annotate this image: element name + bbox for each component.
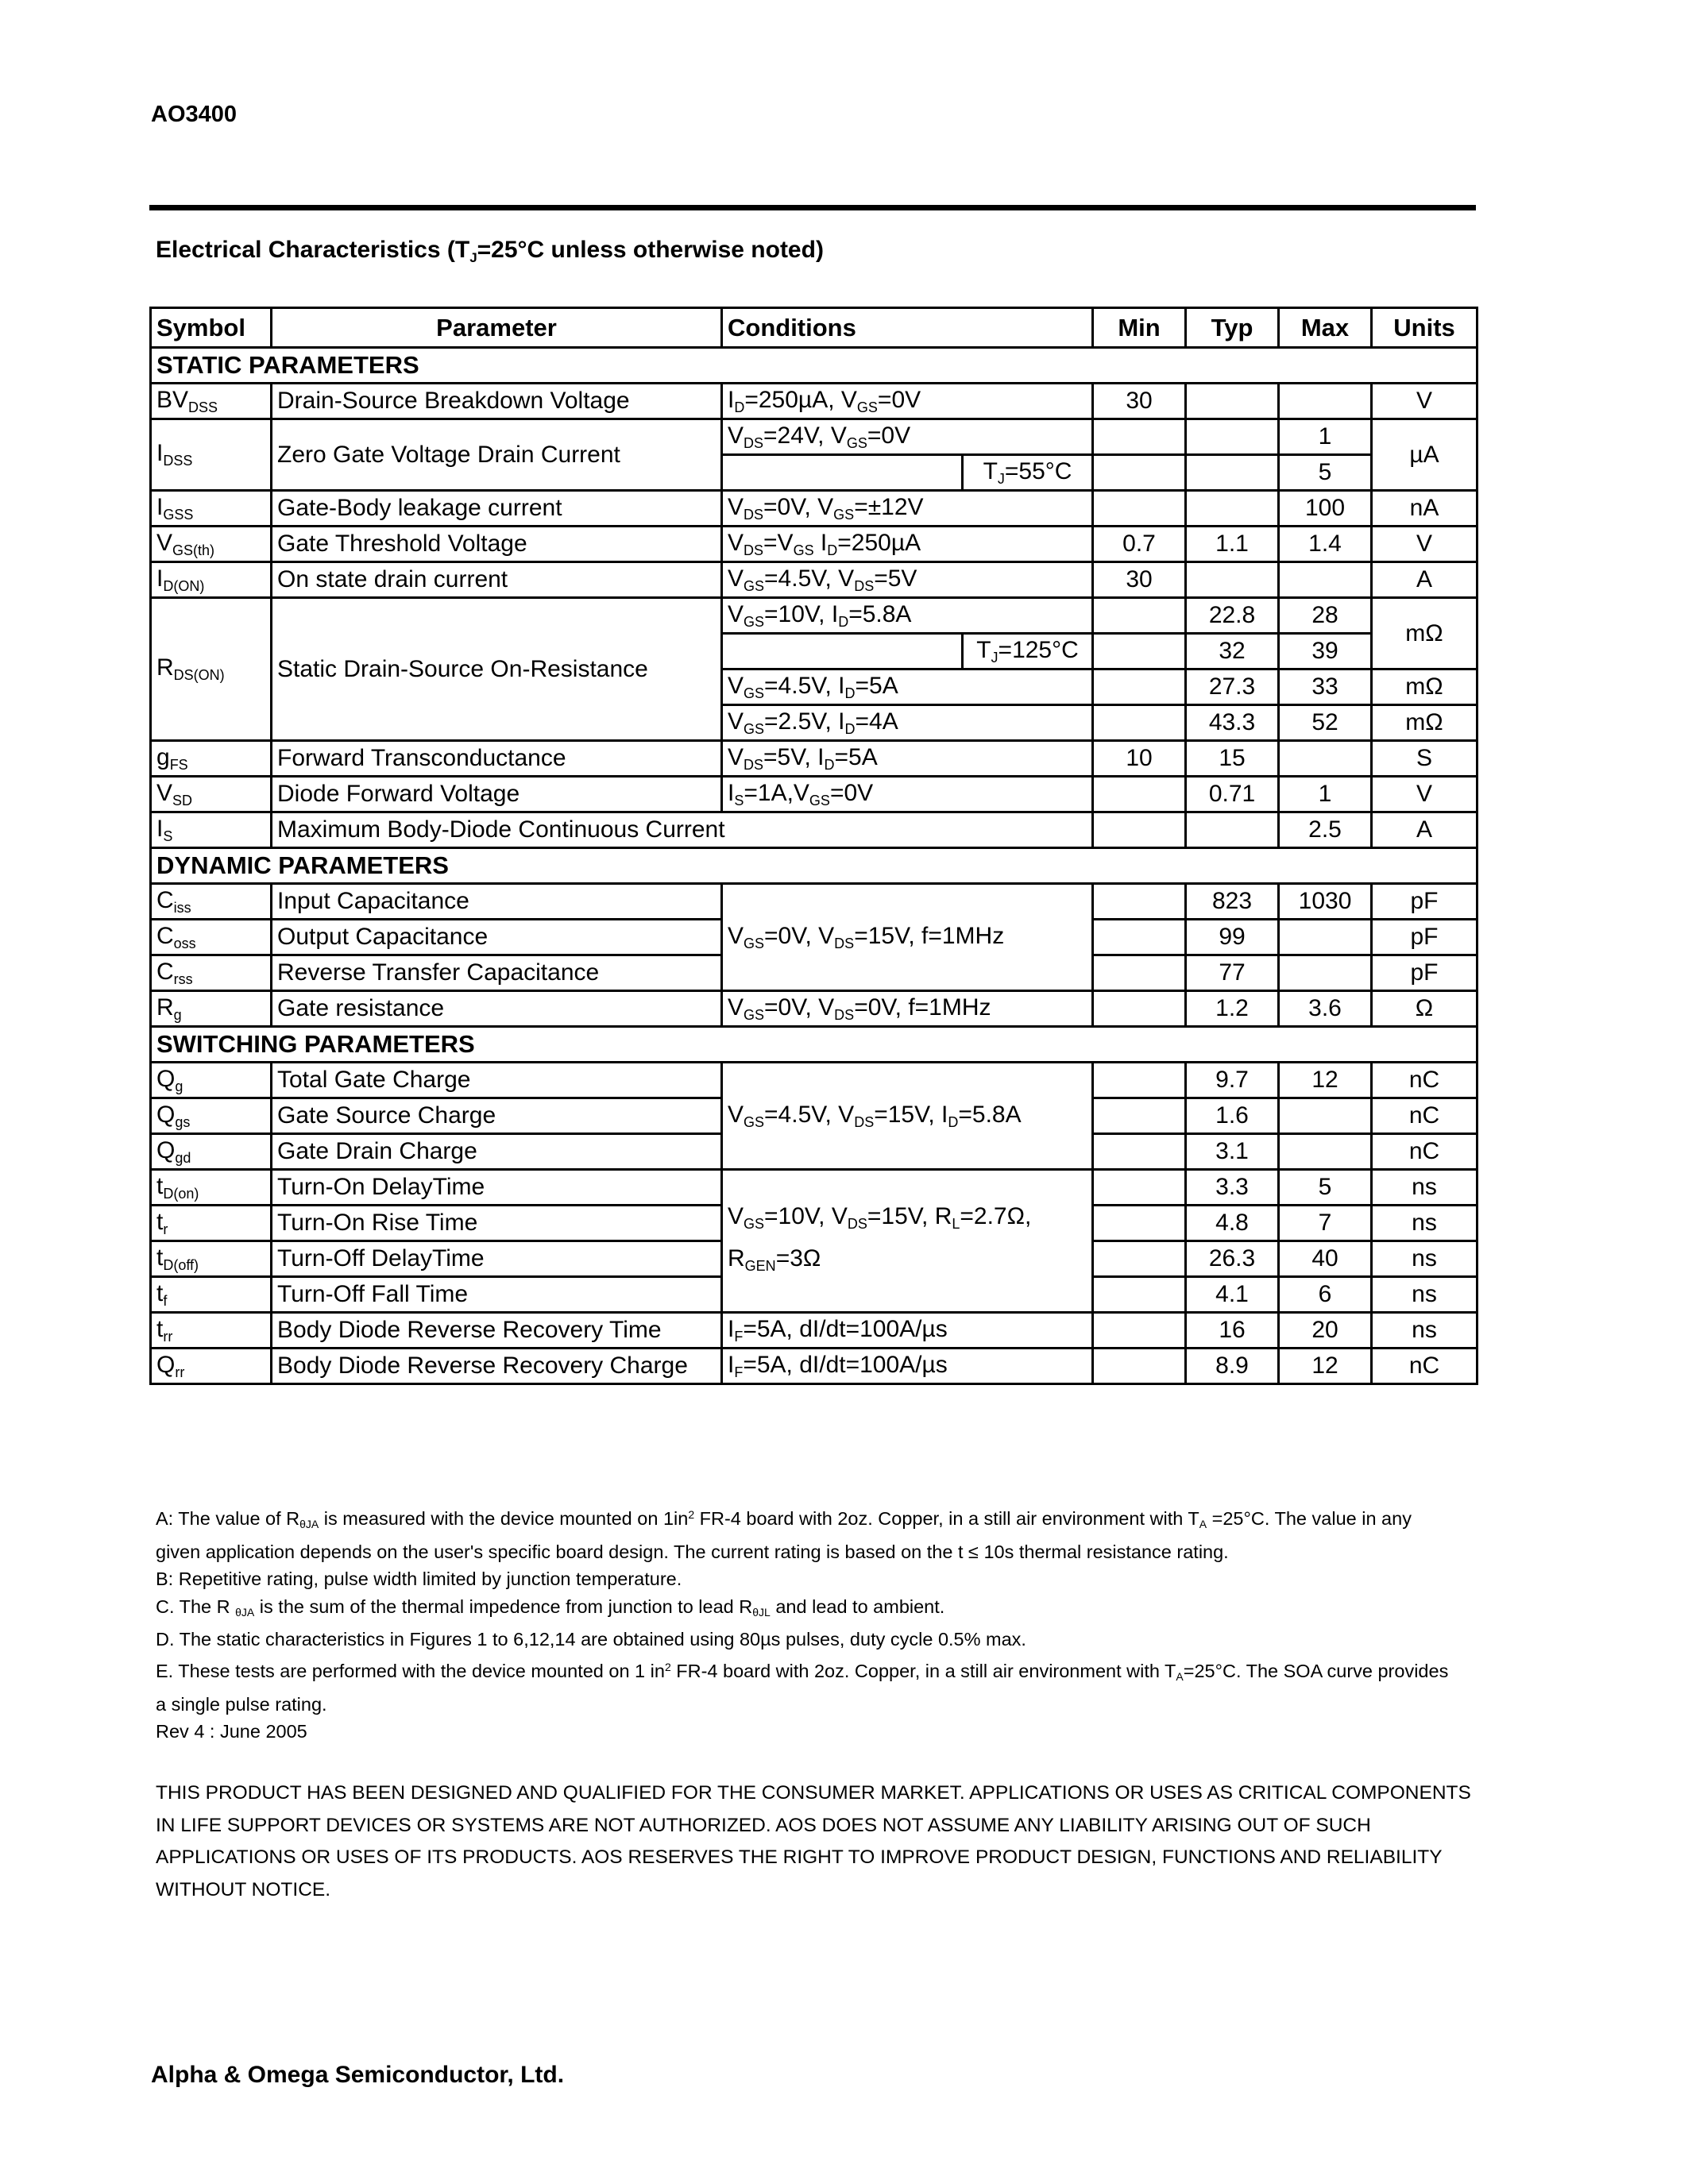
- table-row: [151, 419, 1477, 455]
- table-row: [151, 527, 1477, 562]
- symbol-cell: $I_{GSS}$: [151, 491, 272, 527]
- unit-cell: nC: [1372, 1349, 1477, 1384]
- col-parameter: Parameter: [272, 308, 722, 348]
- typ-cell: 99: [1186, 920, 1279, 955]
- header-row: [151, 308, 1477, 348]
- typ-cell: 9.7: [1186, 1063, 1279, 1098]
- min-cell: [1093, 812, 1186, 848]
- symbol-cell: $t_{D(on)}$: [151, 1170, 272, 1206]
- table-title: Electrical Characteristics ($T_J=25^\circ C$ unless otherwise noted): [156, 237, 824, 265]
- min-cell: [1093, 419, 1186, 455]
- typ-cell: 823: [1186, 884, 1279, 920]
- unit-cell: pF: [1372, 955, 1477, 991]
- unit-cell: V: [1372, 777, 1477, 812]
- unit-cell: mΩ: [1372, 705, 1477, 741]
- typ-cell: 4.8: [1186, 1206, 1279, 1241]
- max-cell: [1279, 741, 1372, 777]
- condition-cell: $V_{DS}=0V$, $V_{GS}=\pm 12V$: [722, 491, 1093, 527]
- min-cell: [1093, 1277, 1186, 1313]
- unit-cell: V: [1372, 527, 1477, 562]
- max-cell: 20: [1279, 1313, 1372, 1349]
- max-cell: [1279, 1134, 1372, 1170]
- parameter-cell: Static Drain-Source On-Resistance: [272, 598, 722, 741]
- symbol-cell: $Q_{rr}$: [151, 1349, 272, 1384]
- condition-cell: $V_{GS}=10V$, $I_D=5.8A$: [722, 598, 1093, 634]
- min-cell: [1093, 1098, 1186, 1134]
- symbol-cell: $C_{rss}$: [151, 955, 272, 991]
- note-d: D. The static characteristics in Figures 1 to 6,12,14 are obtained using 80µs pulses, duty cycle 0.5% max.: [156, 1629, 1026, 1650]
- min-cell: 0.7: [1093, 527, 1186, 562]
- section-switching: SWITCHING PARAMETERS: [151, 1027, 1477, 1063]
- note-a: A: The value of $R_{\theta JA}$ is measured with the device mounted on $1in^2$ FR-4 board with 2oz. Copper, in a still air environment with $T_A =25^\circ C$. The value in any given application depends on the user's specific board design. The current rating is based on the t ≤ 10s thermal resistance rating.: [156, 1508, 1412, 1562]
- parameter-cell: Reverse Transfer Capacitance: [272, 955, 722, 991]
- unit-cell: ns: [1372, 1170, 1477, 1206]
- note-e: E. These tests are performed with the device mounted on 1 $in^2$ FR-4 board with 2oz. Copper, in a still air environment with $T_A=25^\circ C$. The SOA curve provides a single pulse rating.: [156, 1660, 1449, 1715]
- max-cell: [1279, 955, 1372, 991]
- max-cell: 33: [1279, 669, 1372, 705]
- typ-cell: 1.1: [1186, 527, 1279, 562]
- condition-cell: $V_{GS}=0V$, $V_{DS}=0V$, f=1MHz: [722, 991, 1093, 1027]
- table-row: [151, 777, 1477, 812]
- company-name: Alpha & Omega Semiconductor, Ltd.: [151, 2062, 565, 2088]
- unit-cell: mΩ: [1372, 669, 1477, 705]
- min-cell: 30: [1093, 562, 1186, 598]
- parameter-cell: Gate Drain Charge: [272, 1134, 722, 1170]
- parameter-cell: Turn-On DelayTime: [272, 1170, 722, 1206]
- condition-spacer: [722, 634, 963, 669]
- typ-cell: 32: [1186, 634, 1279, 669]
- typ-cell: 4.1: [1186, 1277, 1279, 1313]
- typ-cell: 1.6: [1186, 1098, 1279, 1134]
- note-c: C. The R $_{\theta JA}$ is the sum of the thermal impedence from junction to lead $R_{\theta JL}$ and lead to ambient.: [156, 1596, 945, 1619]
- condition-cell: $I_S=1A,V_{GS}=0V$: [722, 777, 1093, 812]
- min-cell: [1093, 1206, 1186, 1241]
- max-cell: 2.5: [1279, 812, 1372, 848]
- table-row: [151, 1063, 1477, 1098]
- symbol-cell: $t_{rr}$: [151, 1313, 272, 1349]
- unit-cell: ns: [1372, 1313, 1477, 1349]
- unit-cell: mΩ: [1372, 598, 1477, 669]
- min-cell: [1093, 669, 1186, 705]
- symbol-cell: $BV_{DSS}$: [151, 384, 272, 419]
- unit-cell: nC: [1372, 1098, 1477, 1134]
- parameter-cell: Gate-Body leakage current: [272, 491, 722, 527]
- typ-cell: 77: [1186, 955, 1279, 991]
- condition-cell: $V_{GS}=4.5V$, $I_D=5A$: [722, 669, 1093, 705]
- parameter-cell: Body Diode Reverse Recovery Time: [272, 1313, 722, 1349]
- symbol-cell: $I_{DSS}$: [151, 419, 272, 491]
- condition-cell: $T_J=125^\circ C$: [963, 634, 1093, 669]
- unit-cell: Ω: [1372, 991, 1477, 1027]
- min-cell: [1093, 598, 1186, 634]
- revision: Rev 4 : June 2005: [156, 1721, 307, 1742]
- parameter-cell: Gate Source Charge: [272, 1098, 722, 1134]
- max-cell: 1: [1279, 419, 1372, 455]
- parameter-cell: Input Capacitance: [272, 884, 722, 920]
- parameter-cell: Forward Transconductance: [272, 741, 722, 777]
- col-conditions: Conditions: [722, 308, 1093, 348]
- unit-cell: pF: [1372, 884, 1477, 920]
- table-row: [151, 884, 1477, 920]
- condition-cell: $V_{GS}=4.5V$, $V_{DS}=15V$, $I_D=5.8A$: [722, 1063, 1093, 1170]
- max-cell: 1.4: [1279, 527, 1372, 562]
- part-number: AO3400: [151, 102, 238, 127]
- typ-cell: 26.3: [1186, 1241, 1279, 1277]
- max-cell: 5: [1279, 1170, 1372, 1206]
- typ-cell: 15: [1186, 741, 1279, 777]
- parameter-cell: Maximum Body-Diode Continuous Current: [272, 812, 1093, 848]
- min-cell: [1093, 491, 1186, 527]
- table-row: [151, 1349, 1477, 1384]
- min-cell: [1093, 1134, 1186, 1170]
- col-units: Units: [1372, 308, 1477, 348]
- symbol-cell: $C_{iss}$: [151, 884, 272, 920]
- section-dynamic: DYNAMIC PARAMETERS: [151, 848, 1477, 884]
- typ-cell: [1186, 491, 1279, 527]
- max-cell: 7: [1279, 1206, 1372, 1241]
- parameter-cell: Output Capacitance: [272, 920, 722, 955]
- unit-cell: µA: [1372, 419, 1477, 491]
- electrical-characteristics-table: [149, 307, 1478, 1385]
- typ-cell: 1.2: [1186, 991, 1279, 1027]
- condition-cell: $V_{GS}=4.5V$, $V_{DS}=5V$: [722, 562, 1093, 598]
- symbol-cell: $R_g$: [151, 991, 272, 1027]
- min-cell: [1093, 777, 1186, 812]
- symbol-cell: $C_{oss}$: [151, 920, 272, 955]
- typ-cell: 8.9: [1186, 1349, 1279, 1384]
- unit-cell: A: [1372, 812, 1477, 848]
- table-row: [151, 1313, 1477, 1349]
- min-cell: [1093, 634, 1186, 669]
- unit-cell: nC: [1372, 1063, 1477, 1098]
- min-cell: [1093, 955, 1186, 991]
- symbol-cell: $I_S$: [151, 812, 272, 848]
- typ-cell: 0.71: [1186, 777, 1279, 812]
- max-cell: [1279, 562, 1372, 598]
- symbol-cell: $g_{FS}$: [151, 741, 272, 777]
- symbol-cell: $V_{GS(th)}$: [151, 527, 272, 562]
- min-cell: [1093, 1241, 1186, 1277]
- max-cell: [1279, 920, 1372, 955]
- max-cell: [1279, 384, 1372, 419]
- typ-cell: [1186, 812, 1279, 848]
- col-typ: Typ: [1186, 308, 1279, 348]
- condition-cell: $T_J=55^\circ C$: [963, 455, 1093, 491]
- symbol-cell: $I_{D(ON)}$: [151, 562, 272, 598]
- parameter-cell: On state drain current: [272, 562, 722, 598]
- typ-cell: 16: [1186, 1313, 1279, 1349]
- parameter-cell: Turn-Off Fall Time: [272, 1277, 722, 1313]
- unit-cell: V: [1372, 384, 1477, 419]
- condition-cell: $I_F=5A$, dI/dt=100A/µs: [722, 1313, 1093, 1349]
- unit-cell: nA: [1372, 491, 1477, 527]
- typ-cell: [1186, 384, 1279, 419]
- max-cell: 3.6: [1279, 991, 1372, 1027]
- condition-cell: $V_{DS}=24V$, $V_{GS}=0V$: [722, 419, 1093, 455]
- symbol-cell: $R_{DS(ON)}$: [151, 598, 272, 741]
- parameter-cell: Turn-Off DelayTime: [272, 1241, 722, 1277]
- table-row: [151, 812, 1477, 848]
- max-cell: [1279, 1098, 1372, 1134]
- typ-cell: 22.8: [1186, 598, 1279, 634]
- max-cell: 12: [1279, 1349, 1372, 1384]
- table-row: [151, 598, 1477, 634]
- min-cell: [1093, 1170, 1186, 1206]
- unit-cell: S: [1372, 741, 1477, 777]
- unit-cell: ns: [1372, 1206, 1477, 1241]
- typ-cell: 27.3: [1186, 669, 1279, 705]
- min-cell: [1093, 991, 1186, 1027]
- min-cell: [1093, 1349, 1186, 1384]
- table-row: [151, 991, 1477, 1027]
- condition-cell: $I_F=5A$, dI/dt=100A/µs: [722, 1349, 1093, 1384]
- typ-cell: [1186, 455, 1279, 491]
- max-cell: 5: [1279, 455, 1372, 491]
- max-cell: 52: [1279, 705, 1372, 741]
- footnotes: [156, 1501, 1458, 1746]
- col-min: Min: [1093, 308, 1186, 348]
- typ-cell: [1186, 562, 1279, 598]
- max-cell: 1030: [1279, 884, 1372, 920]
- header-rule: [149, 205, 1476, 210]
- parameter-cell: Diode Forward Voltage: [272, 777, 722, 812]
- condition-cell: $I_D=250\mu A$, $V_{GS}=0V$: [722, 384, 1093, 419]
- min-cell: [1093, 920, 1186, 955]
- max-cell: 28: [1279, 598, 1372, 634]
- unit-cell: ns: [1372, 1241, 1477, 1277]
- table-row: [151, 1170, 1477, 1206]
- symbol-cell: $t_f$: [151, 1277, 272, 1313]
- typ-cell: [1186, 419, 1279, 455]
- parameter-cell: Gate resistance: [272, 991, 722, 1027]
- max-cell: 12: [1279, 1063, 1372, 1098]
- typ-cell: 3.3: [1186, 1170, 1279, 1206]
- condition-cell: $V_{GS}=2.5V$, $I_D=4A$: [722, 705, 1093, 741]
- unit-cell: pF: [1372, 920, 1477, 955]
- parameter-cell: Zero Gate Voltage Drain Current: [272, 419, 722, 491]
- parameter-cell: Drain-Source Breakdown Voltage: [272, 384, 722, 419]
- symbol-cell: $Q_{gd}$: [151, 1134, 272, 1170]
- min-cell: [1093, 705, 1186, 741]
- symbol-cell: $t_r$: [151, 1206, 272, 1241]
- col-symbol: Symbol: [151, 308, 272, 348]
- table-row: [151, 741, 1477, 777]
- min-cell: 30: [1093, 384, 1186, 419]
- parameter-cell: Total Gate Charge: [272, 1063, 722, 1098]
- symbol-cell: $Q_g$: [151, 1063, 272, 1098]
- parameter-cell: Turn-On Rise Time: [272, 1206, 722, 1241]
- table-row: [151, 491, 1477, 527]
- min-cell: [1093, 884, 1186, 920]
- max-cell: 1: [1279, 777, 1372, 812]
- max-cell: 100: [1279, 491, 1372, 527]
- parameter-cell: Gate Threshold Voltage: [272, 527, 722, 562]
- max-cell: 39: [1279, 634, 1372, 669]
- min-cell: [1093, 455, 1186, 491]
- parameter-cell: Body Diode Reverse Recovery Charge: [272, 1349, 722, 1384]
- unit-cell: ns: [1372, 1277, 1477, 1313]
- note-b: B: Repetitive rating, pulse width limited by junction temperature.: [156, 1569, 682, 1590]
- unit-cell: A: [1372, 562, 1477, 598]
- typ-cell: 43.3: [1186, 705, 1279, 741]
- disclaimer: THIS PRODUCT HAS BEEN DESIGNED AND QUALIFIED FOR THE CONSUMER MARKET. APPLICATIONS OR USES AS CRITICAL COMPONENTS IN LIFE SUPPORT DEVICES OR SYSTEMS ARE NOT AUTHORIZED. AOS DOES NOT ASSUME ANY LIABILITY ARISING OUT OF SUCH APPLICATIONS OR USES OF ITS PRODUCTS. AOS RESERVES THE RIGHT TO IMPROVE PRODUCT DESIGN, FUNCTIONS AND RELIABILITY WITHOUT NOTICE.: [156, 1782, 1471, 1900]
- min-cell: [1093, 1063, 1186, 1098]
- max-cell: 40: [1279, 1241, 1372, 1277]
- symbol-cell: $Q_{gs}$: [151, 1098, 272, 1134]
- max-cell: 6: [1279, 1277, 1372, 1313]
- col-max: Max: [1279, 308, 1372, 348]
- unit-cell: nC: [1372, 1134, 1477, 1170]
- typ-cell: 3.1: [1186, 1134, 1279, 1170]
- symbol-cell: $t_{D(off)}$: [151, 1241, 272, 1277]
- condition-cell: $V_{DS}=V_{GS}$ $I_D=250\mu A$: [722, 527, 1093, 562]
- condition-cell: $V_{GS}=0V$, $V_{DS}=15V$, f=1MHz: [722, 884, 1093, 991]
- min-cell: [1093, 1313, 1186, 1349]
- condition-spacer: [722, 455, 963, 491]
- condition-cell: $V_{DS}=5V$, $I_D=5A$: [722, 741, 1093, 777]
- table-row: [151, 384, 1477, 419]
- condition-cell: $V_{GS}=10V$, $V_{DS}=15V$, $R_L=2.7\Omega$, $R_{GEN}=3\Omega$: [722, 1170, 1093, 1313]
- section-static: STATIC PARAMETERS: [151, 348, 1477, 384]
- min-cell: 10: [1093, 741, 1186, 777]
- symbol-cell: $V_{SD}$: [151, 777, 272, 812]
- table-row: [151, 562, 1477, 598]
